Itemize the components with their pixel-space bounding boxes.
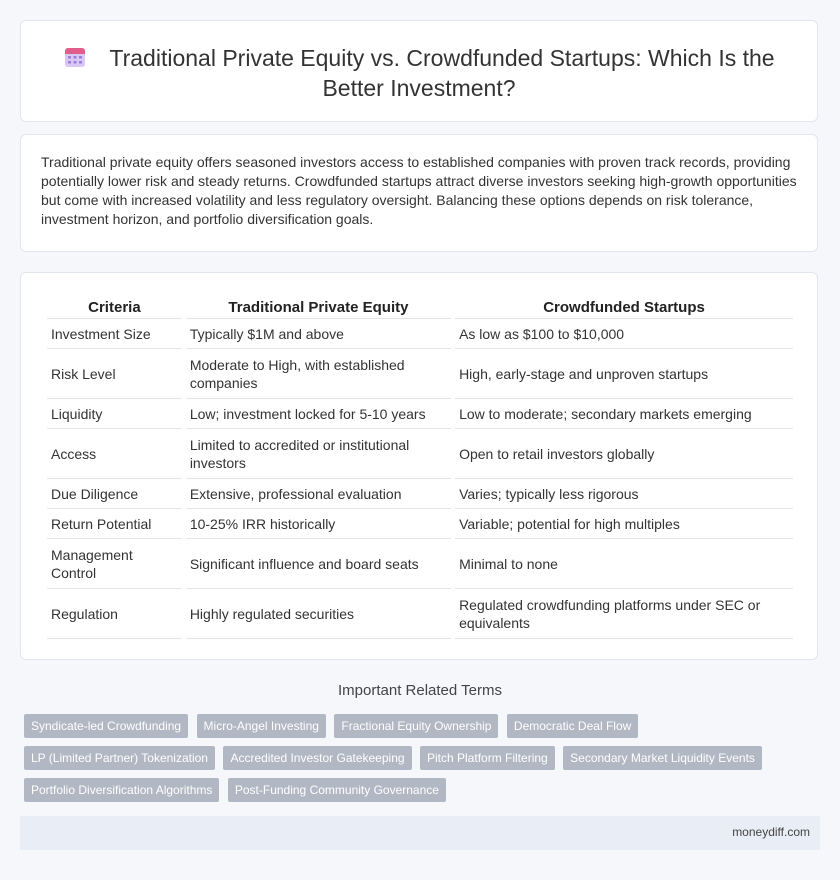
cell-criteria: Access	[47, 429, 182, 479]
cell-criteria: Investment Size	[47, 319, 182, 349]
table-row	[47, 539, 793, 589]
comparison-table	[43, 295, 797, 639]
table-row	[47, 589, 793, 639]
related-term-tag[interactable]: Post-Funding Community Governance	[228, 778, 446, 802]
related-term-tag[interactable]: Portfolio Diversification Algorithms	[24, 778, 219, 802]
related-terms-title: Important Related Terms	[338, 682, 502, 699]
related-term-tag[interactable]: Syndicate-led Crowdfunding	[24, 714, 188, 738]
cell-criteria: Regulation	[47, 589, 182, 639]
cell-crowdfunded: Low to moderate; secondary markets emerging	[455, 399, 793, 429]
cell-crowdfunded: Minimal to none	[455, 539, 793, 589]
cell-crowdfunded: Varies; typically less rigorous	[455, 479, 793, 509]
footer-site[interactable]: moneydiff.com	[732, 825, 810, 839]
table-row	[47, 429, 793, 479]
table-row	[47, 319, 793, 349]
cell-traditional: Low; investment locked for 5-10 years	[186, 399, 451, 429]
related-term-tag[interactable]: Fractional Equity Ownership	[334, 714, 498, 738]
page-title-text: Traditional Private Equity vs. Crowdfunded Startups: Which Is the Better Investment?	[109, 45, 775, 101]
related-term-tag[interactable]: Accredited Investor Gatekeeping	[223, 746, 411, 770]
cell-criteria: Due Diligence	[47, 479, 182, 509]
related-term-tag[interactable]: Democratic Deal Flow	[507, 714, 638, 738]
related-term-tag[interactable]: Pitch Platform Filtering	[420, 746, 555, 770]
cell-crowdfunded: Open to retail investors globally	[455, 429, 793, 479]
cell-traditional: Moderate to High, with established companies	[186, 349, 451, 399]
calendar-icon	[63, 45, 87, 69]
comparison-card	[20, 272, 818, 660]
related-term-tag[interactable]: Micro-Angel Investing	[197, 714, 326, 738]
related-terms-list	[24, 714, 824, 810]
cell-criteria: Return Potential	[47, 509, 182, 539]
cell-traditional: Significant influence and board seats	[186, 539, 451, 589]
cell-criteria: Risk Level	[47, 349, 182, 399]
table-row	[47, 399, 793, 429]
footer	[20, 816, 820, 850]
header-traditional-pe: Traditional Private Equity	[186, 295, 451, 319]
cell-traditional: Extensive, professional evaluation	[186, 479, 451, 509]
cell-crowdfunded: Regulated crowdfunding platforms under SEC or equivalents	[455, 589, 793, 639]
cell-traditional: Limited to accredited or institutional investors	[186, 429, 451, 479]
header-crowdfunded: Crowdfunded Startups	[455, 295, 793, 319]
header-criteria: Criteria	[47, 295, 182, 319]
header-card	[20, 20, 818, 122]
cell-crowdfunded: As low as $100 to $10,000	[455, 319, 793, 349]
table-row	[47, 349, 793, 399]
cell-criteria: Management Control	[47, 539, 182, 589]
intro-card	[20, 134, 818, 252]
intro-text: Traditional private equity offers seasoned investors access to established companies with proven track records, providing potentially lower risk and steady returns. Crowdfunded startups attract diverse investors seeking high-growth opportunities but come with increased volatility and less regulatory oversight. Balancing these options depends on risk tolerance, investment horizon, and portfolio diversification goals.	[41, 154, 797, 227]
table-row	[47, 479, 793, 509]
table-row	[47, 509, 793, 539]
cell-criteria: Liquidity	[47, 399, 182, 429]
cell-traditional: Highly regulated securities	[186, 589, 451, 639]
cell-crowdfunded: High, early-stage and unproven startups	[455, 349, 793, 399]
related-term-tag[interactable]: LP (Limited Partner) Tokenization	[24, 746, 215, 770]
cell-traditional: 10-25% IRR historically	[186, 509, 451, 539]
cell-crowdfunded: Variable; potential for high multiples	[455, 509, 793, 539]
page-title	[21, 21, 817, 103]
cell-traditional: Typically $1M and above	[186, 319, 451, 349]
table-header-row	[47, 295, 793, 319]
related-term-tag[interactable]: Secondary Market Liquidity Events	[563, 746, 762, 770]
